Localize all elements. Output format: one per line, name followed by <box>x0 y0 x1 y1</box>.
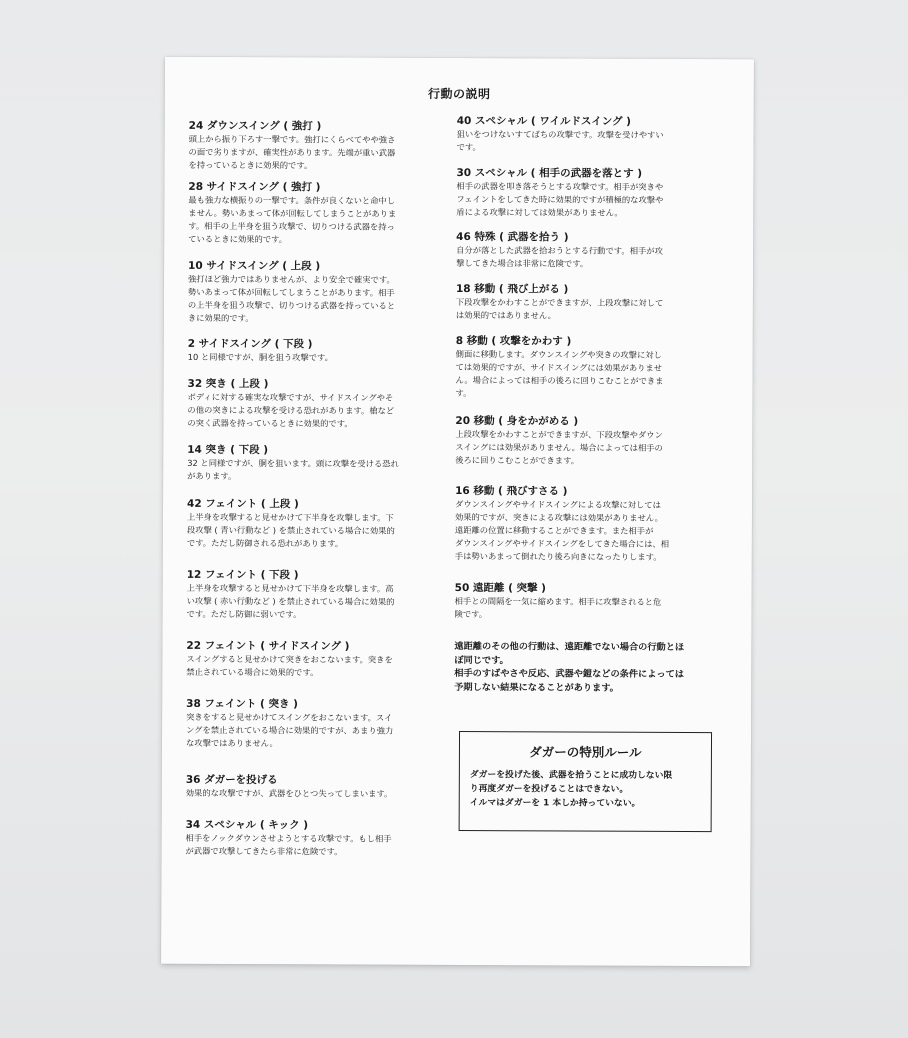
action-entry-24 <box>188 119 395 173</box>
action-heading: 20 移動 ( 身をかがめる ) <box>455 414 579 428</box>
action-heading: 36 ダガーを投げる <box>185 773 278 787</box>
action-description <box>187 511 395 551</box>
description-line: 効果的ですが、突きによる攻撃には効果がありません。 <box>454 511 663 523</box>
description-line: 自分が落とした武器を拾おうとする行動です。相手が攻 <box>456 244 663 256</box>
description-line: 強打ほど強力ではありませんが、より安全で確実です。 <box>187 273 395 285</box>
rules-sheet <box>161 57 754 967</box>
action-description <box>185 832 391 859</box>
description-line: きに効果的です。 <box>187 312 254 324</box>
action-description <box>187 582 395 622</box>
action-entry-50 <box>455 581 662 622</box>
action-description <box>455 595 662 622</box>
description-line: の突く武器を持っているときに効果的です。 <box>187 417 353 429</box>
action-heading: 28 サイドスイング ( 強打 ) <box>188 180 321 194</box>
action-heading: 12 フェイント ( 下段 ) <box>186 568 299 582</box>
description-line: 10 と同様ですが、胴を狙う攻撃です。 <box>187 351 333 363</box>
action-entry-8 <box>455 334 663 401</box>
description-line: す。 <box>455 387 472 399</box>
action-entry-22 <box>186 639 393 680</box>
action-description <box>457 128 664 155</box>
description-line: です。ただし防御される恐れがあります。 <box>186 537 344 549</box>
sheet-title: 行動の説明 <box>428 86 491 102</box>
description-line: 側面に移動します。ダウンスイングや突きの攻撃に対し <box>455 348 662 360</box>
description-line: 手は勢いあまって倒れたり後ろ向きになったりします。 <box>454 550 662 562</box>
description-line: 段攻撃 ( 青い行動など ) を禁止されている場合に効果的 <box>186 524 395 536</box>
description-line: スイングすると見せかけて突きをおこないます。突きを <box>186 653 393 665</box>
rule-box-title: ダガーの特別ルール <box>529 744 642 760</box>
description-line: は効果的ではありません。 <box>455 309 556 321</box>
description-line: 突きをすると見せかけてスイングをおこないます。スイ <box>186 711 393 723</box>
description-line: 上段攻撃をかわすことができますが、下段攻撃やダウン <box>455 428 663 440</box>
left-column <box>185 113 441 857</box>
action-entry-30 <box>456 166 663 220</box>
action-heading: 14 突き ( 下段 ) <box>187 443 269 457</box>
description-line: 相手の武器を叩き落そうとする攻撃です。相手が突きや <box>456 180 664 192</box>
action-heading: 10 サイドスイング ( 上段 ) <box>188 259 321 273</box>
note-line: 相手のすばやさや反応、武器や鎧などの条件によっては <box>454 668 685 681</box>
description-line: 撃してきた場合は非常に危険です。 <box>456 257 589 269</box>
dagger-rule-box <box>459 731 712 832</box>
note-line: ぼ同じです。 <box>454 654 509 666</box>
description-line: を持っているときに効果的です。 <box>188 159 313 171</box>
action-entry-10 <box>188 259 396 326</box>
description-line: ません。勢いあまって体が回転してしまうことがありま <box>188 207 397 219</box>
description-line: 禁止されている場合に効果的です。 <box>186 666 319 678</box>
action-entry-12 <box>187 568 395 622</box>
description-line: 効果的な攻撃ですが、武器をひとつ失ってしまいます。 <box>185 787 393 799</box>
description-line: の他の突きによる攻撃を受ける恐れがあります。槍など <box>187 404 395 416</box>
rule-line: イルマはダガーを 1 本しか持っていない。 <box>469 798 641 809</box>
description-line: 上半身を攻撃すると見せかけて下半身を攻撃します。高 <box>186 582 394 594</box>
description-line: ボディに対する確実な攻撃ですが、サイドスイングやそ <box>187 391 394 403</box>
action-entry-38 <box>186 697 393 751</box>
action-heading: 30 スペシャル ( 相手の武器を落とす ) <box>456 166 643 180</box>
description-line: ダウンスイングやサイドスイングによる攻撃に対しては <box>455 498 661 510</box>
description-line: が武器で攻撃してきたら非常に危険です。 <box>185 845 343 857</box>
action-entry-34 <box>185 818 391 859</box>
action-description <box>455 348 663 401</box>
action-entry-36 <box>186 773 393 801</box>
right-column <box>454 114 721 620</box>
action-entry-18 <box>456 282 664 323</box>
action-description <box>187 457 399 484</box>
action-heading: 38 フェイント ( 突き ) <box>186 697 298 711</box>
description-line: い攻撃 ( 赤い行動など ) を禁止されている場合に効果的 <box>186 595 395 607</box>
action-heading: 42 フェイント ( 上段 ) <box>187 497 299 511</box>
action-heading: 34 スペシャル ( キック ) <box>185 818 309 832</box>
action-entry-46 <box>456 230 663 271</box>
action-description <box>188 351 333 365</box>
description-line: 盾による攻撃に対しては効果がありません。 <box>456 206 623 218</box>
action-description <box>186 711 393 751</box>
description-line: な攻撃ではありません。 <box>185 737 278 749</box>
description-line: 遠距離の位置に移動することができます。また相手が <box>454 524 654 536</box>
description-line: 後ろに回りこむことができます。 <box>455 454 580 466</box>
action-description <box>456 296 664 323</box>
description-line: 下段攻撃をかわすことができますが、上段攻撃に対して <box>455 296 664 308</box>
description-line: の上半身を狙う攻撃で、切りつける武器を持っていると <box>187 299 396 311</box>
description-line: 相手をノックダウンさせようとする攻撃です。もし相手 <box>185 832 392 844</box>
description-line: す。相手の上半身を狙う攻撃で、切りつける武器を持っ <box>188 220 395 232</box>
action-entry-42 <box>187 497 395 551</box>
action-heading: 22 フェイント ( サイドスイング ) <box>186 639 350 653</box>
action-description <box>455 498 669 564</box>
action-heading: 46 特殊 ( 武器を拾う ) <box>456 230 569 244</box>
action-entry-32 <box>187 377 394 431</box>
rule-line: ダガーを投げた後、武器を拾うことに成功しない限 <box>469 770 673 781</box>
action-heading: 8 移動 ( 攻撃をかわす ) <box>455 334 572 348</box>
action-entry-20 <box>455 414 663 468</box>
description-line: ングを禁止されている場合に効果的ですが、あまり強力 <box>186 724 394 736</box>
description-line: ては効果的ですが、サイドスイングには効果がありませ <box>455 361 663 373</box>
note-line: 遠距離のその他の行動は、遠距離でない場合の行動とほ <box>454 640 685 653</box>
action-description <box>186 787 393 801</box>
action-entry-16 <box>455 484 669 564</box>
description-line: フェイントをしてきた時に効果的ですが積極的な攻撃や <box>456 193 664 205</box>
action-description <box>456 244 663 271</box>
description-line: 最も強力な横振りの一撃です。条件が良くないと命中し <box>188 194 396 206</box>
action-heading: 16 移動 ( 飛びすさる ) <box>455 484 568 498</box>
action-description <box>456 180 663 220</box>
description-line: 勢いあまって体が回転してしまうことがあります。相手 <box>187 286 395 298</box>
action-entry-28 <box>188 180 396 247</box>
action-heading: 2 サイドスイング ( 下段 ) <box>187 337 313 351</box>
action-description <box>188 133 395 173</box>
action-heading: 32 突き ( 上段 ) <box>187 377 269 391</box>
action-description <box>188 273 395 326</box>
description-line: 頭上から振り下ろす一撃です。強打にくらべてやや強さ <box>188 133 396 145</box>
description-line: スイングには効果がありません。場合によっては相手の <box>455 441 663 453</box>
description-line: 32 と同様ですが、胴を狙います。頭に攻撃を受ける恐れ <box>187 457 399 469</box>
rule-line: り再度ダガーを投げることはできない。 <box>469 784 629 795</box>
action-entry-40 <box>457 114 664 155</box>
description-line: 険です。 <box>454 608 488 620</box>
description-line: ているときに効果的です。 <box>188 233 288 245</box>
action-heading: 18 移動 ( 飛び上がる ) <box>455 282 569 296</box>
description-line: の面で劣りますが、確実性があります。先端が重い武器 <box>188 146 396 158</box>
action-entry-14 <box>187 443 399 484</box>
description-line: ん。場合によっては相手の後ろに回りこむことができま <box>455 374 664 386</box>
description-line: です。ただし防御に弱いです。 <box>186 608 302 620</box>
note-line: 予期しない結果になることがあります。 <box>454 681 619 694</box>
action-description <box>187 391 394 431</box>
action-description <box>186 653 393 680</box>
description-line: 上半身を攻撃すると見せかけて下半身を攻撃します。下 <box>186 511 394 523</box>
description-line: です。 <box>456 141 481 153</box>
description-line: があります。 <box>187 470 237 482</box>
action-description <box>188 194 396 247</box>
long-range-note <box>454 640 716 696</box>
description-line: 狙いをつけないすてばちの攻撃です。攻撃を受けやすい <box>456 128 664 140</box>
action-heading: 40 スペシャル ( ワイルドスイング ) <box>456 114 632 128</box>
action-heading: 50 遠距離 ( 突撃 ) <box>454 581 547 595</box>
action-description <box>455 428 663 468</box>
action-entry-2 <box>188 337 333 365</box>
description-line: ダウンスイングやサイドスイングをしてきた場合には、相 <box>454 537 670 549</box>
action-heading: 24 ダウンスイング ( 強打 ) <box>188 119 322 133</box>
description-line: 相手との間隔を一気に縮めます。相手に攻撃されると危 <box>454 595 662 607</box>
